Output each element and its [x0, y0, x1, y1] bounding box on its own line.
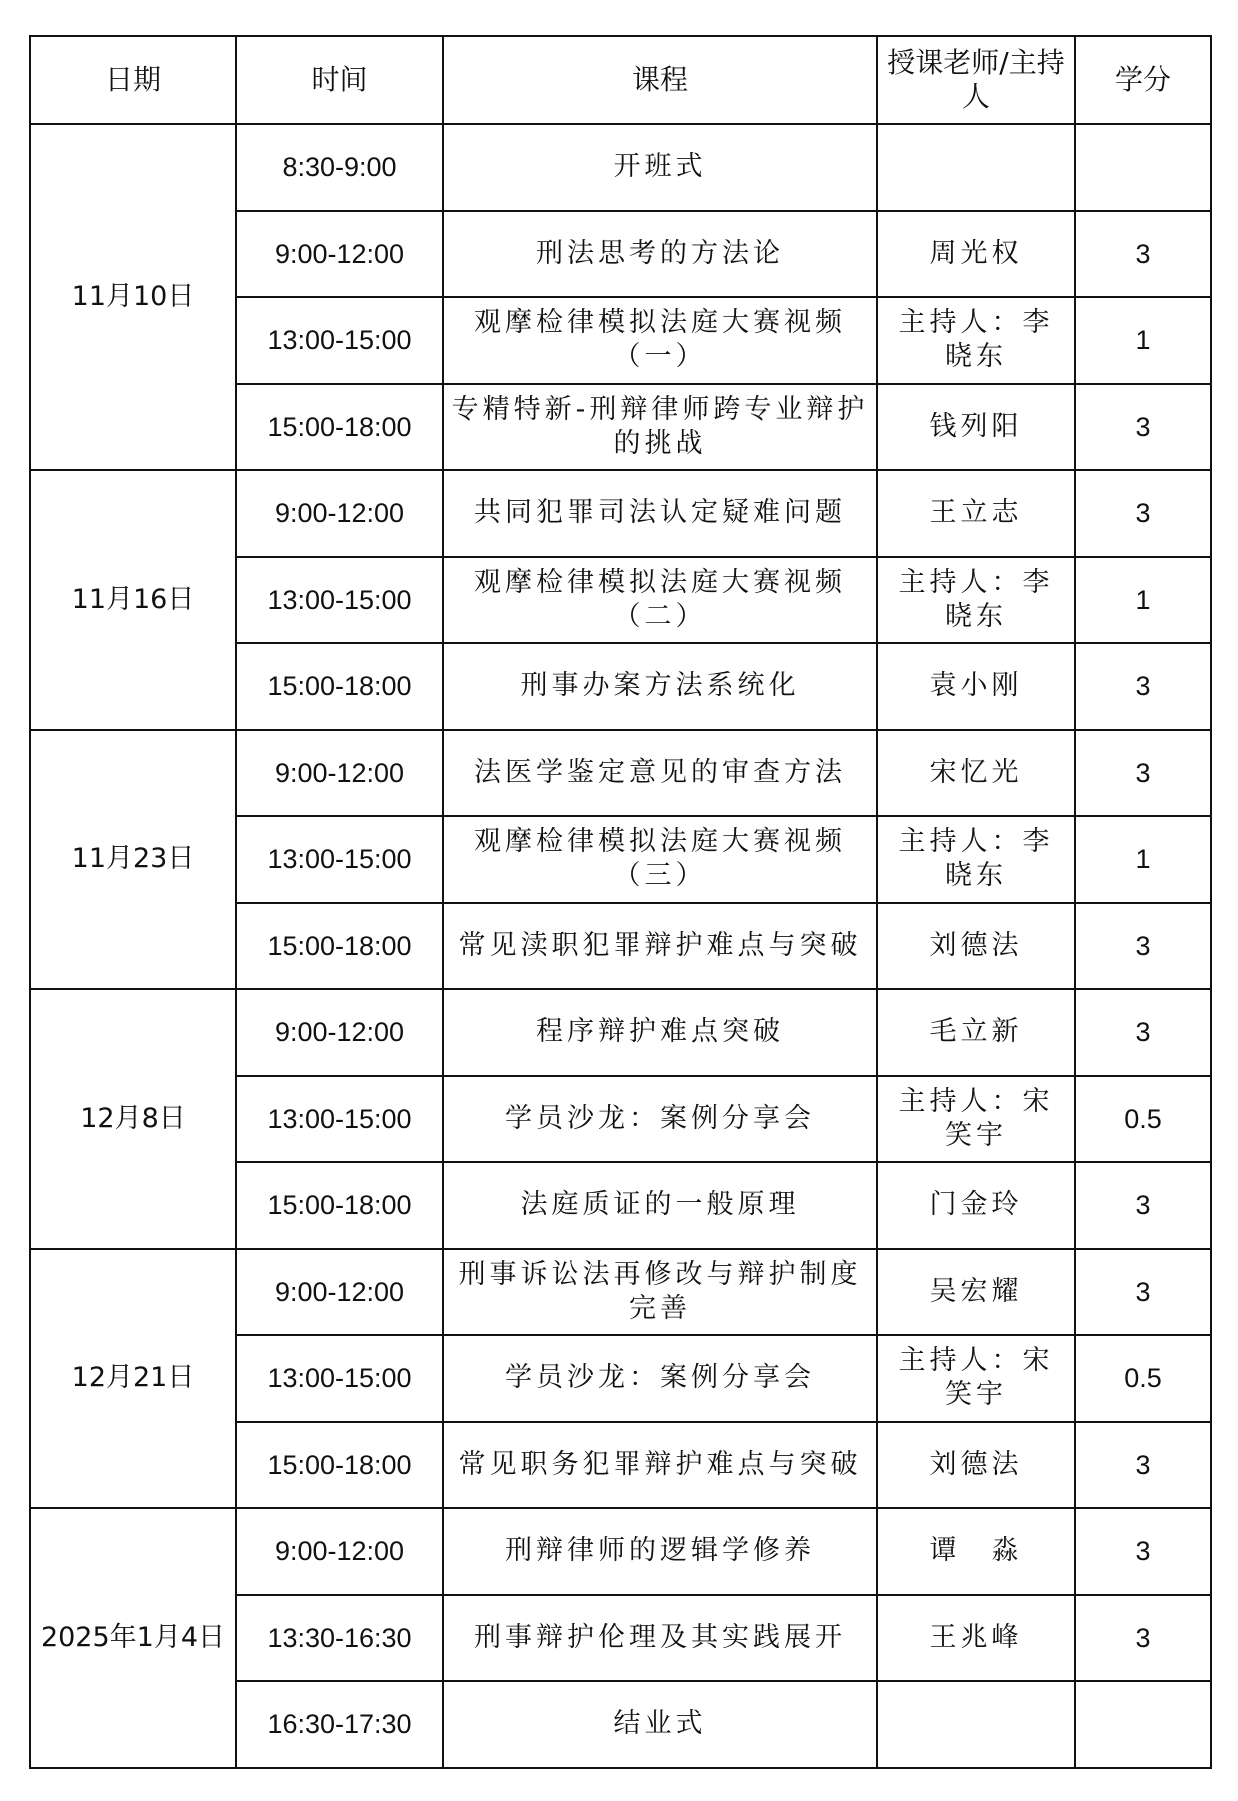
host-cell [877, 1681, 1075, 1768]
header-credit: 学分 [1075, 36, 1211, 124]
time-cell: 15:00-18:00 [236, 1422, 443, 1509]
schedule-table [29, 35, 1212, 1769]
credit-cell: 3 [1075, 1422, 1211, 1509]
time-cell: 15:00-18:00 [236, 643, 443, 730]
course-cell: 刑法思考的方法论 [443, 211, 877, 298]
table-row [30, 124, 1211, 211]
time-cell: 13:00-15:00 [236, 816, 443, 903]
credit-cell: 1 [1075, 557, 1211, 644]
credit-cell: 0.5 [1075, 1335, 1211, 1422]
time-cell: 15:00-18:00 [236, 903, 443, 990]
host-cell: 主持人：李晓东 [877, 816, 1075, 903]
time-cell: 13:00-15:00 [236, 557, 443, 644]
table-row [30, 730, 1211, 817]
credit-cell: 3 [1075, 1162, 1211, 1249]
credit-cell: 0.5 [1075, 1076, 1211, 1163]
course-cell: 刑事办案方法系统化 [443, 643, 877, 730]
credit-cell: 3 [1075, 1508, 1211, 1595]
credit-cell: 3 [1075, 989, 1211, 1076]
table-row [30, 1249, 1211, 1336]
host-cell: 钱列阳 [877, 384, 1075, 471]
course-cell: 观摩检律模拟法庭大赛视频（三） [443, 816, 877, 903]
credit-cell: 3 [1075, 730, 1211, 817]
course-cell: 刑事诉讼法再修改与辩护制度完善 [443, 1249, 877, 1336]
host-cell: 门金玲 [877, 1162, 1075, 1249]
credit-cell: 3 [1075, 643, 1211, 730]
time-cell: 9:00-12:00 [236, 989, 443, 1076]
course-cell: 学员沙龙：案例分享会 [443, 1076, 877, 1163]
header-date: 日期 [30, 36, 236, 124]
host-cell: 主持人：李晓东 [877, 557, 1075, 644]
credit-cell: 3 [1075, 1595, 1211, 1682]
course-cell: 观摩检律模拟法庭大赛视频（一） [443, 297, 877, 384]
host-cell: 毛立新 [877, 989, 1075, 1076]
time-cell: 15:00-18:00 [236, 1162, 443, 1249]
credit-cell: 3 [1075, 470, 1211, 557]
header-row [30, 36, 1211, 124]
host-cell: 周光权 [877, 211, 1075, 298]
header-time: 时间 [236, 36, 443, 124]
course-cell: 学员沙龙：案例分享会 [443, 1335, 877, 1422]
host-cell: 宋忆光 [877, 730, 1075, 817]
header-course: 课程 [443, 36, 877, 124]
time-cell: 15:00-18:00 [236, 384, 443, 471]
credit-cell: 3 [1075, 211, 1211, 298]
course-cell: 法医学鉴定意见的审查方法 [443, 730, 877, 817]
credit-cell: 3 [1075, 1249, 1211, 1336]
table-row [30, 470, 1211, 557]
credit-cell: 1 [1075, 297, 1211, 384]
schedule-body [30, 124, 1211, 1768]
credit-cell: 3 [1075, 384, 1211, 471]
host-cell: 谭 淼 [877, 1508, 1075, 1595]
time-cell: 16:30-17:30 [236, 1681, 443, 1768]
time-cell: 9:00-12:00 [236, 470, 443, 557]
host-cell: 吴宏耀 [877, 1249, 1075, 1336]
credit-cell [1075, 124, 1211, 211]
time-cell: 9:00-12:00 [236, 1508, 443, 1595]
time-cell: 13:30-16:30 [236, 1595, 443, 1682]
date-cell: 2025年1月4日 [30, 1508, 236, 1768]
course-cell: 专精特新-刑辩律师跨专业辩护的挑战 [443, 384, 877, 471]
time-cell: 8:30-9:00 [236, 124, 443, 211]
course-cell: 刑辩律师的逻辑学修养 [443, 1508, 877, 1595]
credit-cell: 3 [1075, 903, 1211, 990]
date-cell: 12月8日 [30, 989, 236, 1249]
host-cell: 王兆峰 [877, 1595, 1075, 1682]
credit-cell [1075, 1681, 1211, 1768]
time-cell: 13:00-15:00 [236, 297, 443, 384]
header-host: 授课老师/主持人 [877, 36, 1075, 124]
course-cell: 共同犯罪司法认定疑难问题 [443, 470, 877, 557]
host-cell: 主持人：李晓东 [877, 297, 1075, 384]
time-cell: 9:00-12:00 [236, 211, 443, 298]
course-cell: 法庭质证的一般原理 [443, 1162, 877, 1249]
credit-cell: 1 [1075, 816, 1211, 903]
course-cell: 常见渎职犯罪辩护难点与突破 [443, 903, 877, 990]
date-cell: 12月21日 [30, 1249, 236, 1509]
table-row [30, 989, 1211, 1076]
course-cell: 刑事辩护伦理及其实践展开 [443, 1595, 877, 1682]
time-cell: 13:00-15:00 [236, 1335, 443, 1422]
course-cell: 观摩检律模拟法庭大赛视频（二） [443, 557, 877, 644]
host-cell: 主持人：宋笑宇 [877, 1076, 1075, 1163]
date-cell: 11月10日 [30, 124, 236, 470]
host-cell: 王立志 [877, 470, 1075, 557]
date-cell: 11月23日 [30, 730, 236, 990]
host-cell: 袁小刚 [877, 643, 1075, 730]
course-cell: 开班式 [443, 124, 877, 211]
host-cell: 刘德法 [877, 1422, 1075, 1509]
time-cell: 9:00-12:00 [236, 730, 443, 817]
course-cell: 结业式 [443, 1681, 877, 1768]
host-cell: 刘德法 [877, 903, 1075, 990]
course-cell: 程序辩护难点突破 [443, 989, 877, 1076]
course-cell: 常见职务犯罪辩护难点与突破 [443, 1422, 877, 1509]
table-row [30, 1508, 1211, 1595]
time-cell: 13:00-15:00 [236, 1076, 443, 1163]
time-cell: 9:00-12:00 [236, 1249, 443, 1336]
host-cell [877, 124, 1075, 211]
host-cell: 主持人：宋笑宇 [877, 1335, 1075, 1422]
date-cell: 11月16日 [30, 470, 236, 730]
